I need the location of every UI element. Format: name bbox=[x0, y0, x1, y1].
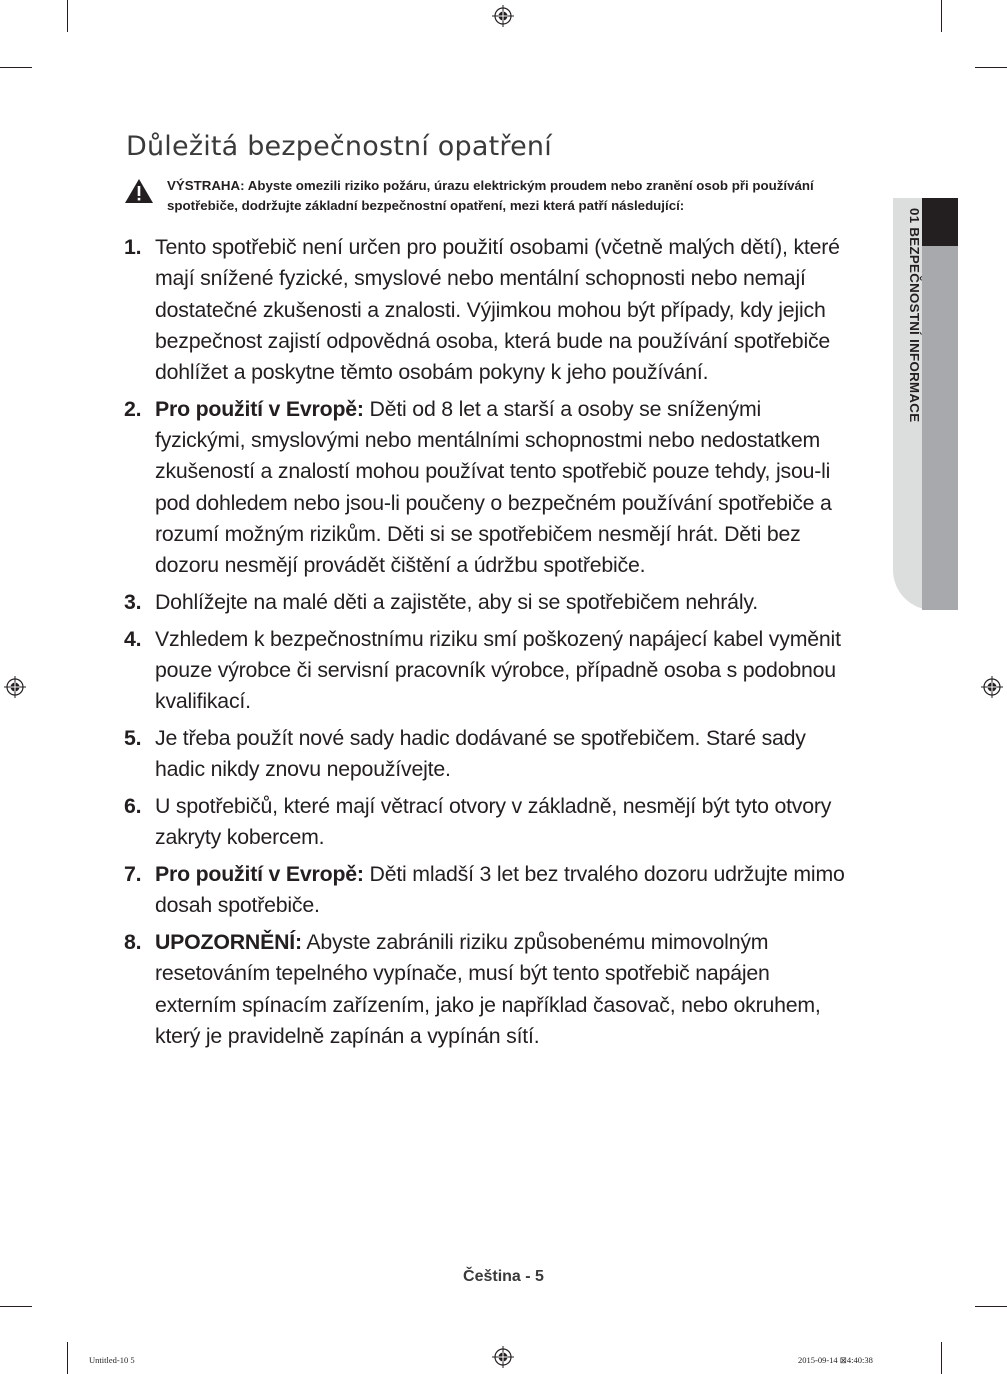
item-text: Vzhledem k bezpečnostnímu riziku smí poškozený napájecí kabel vyměnit pouze výrobce či servisní pracovník výrobce, případně osoba s podobnou kvalifikací. bbox=[155, 626, 841, 714]
item-number: 7. bbox=[124, 861, 142, 886]
safety-list bbox=[124, 232, 849, 1058]
print-file-label: Untitled-10 5 bbox=[89, 1355, 135, 1365]
list-item bbox=[124, 791, 849, 854]
item-number: 1. bbox=[124, 235, 142, 259]
side-tab-marker bbox=[922, 198, 958, 246]
crop-mark bbox=[0, 67, 32, 68]
warning-text: VÝSTRAHA: Abyste omezili riziko požáru, úrazu elektrickým proudem nebo zranění osob při používání spotřebiče, dodržujte základní bezpečnostní opatření, mezi která patří následující: bbox=[167, 178, 814, 213]
crop-mark bbox=[67, 1342, 68, 1374]
crop-mark bbox=[0, 1306, 32, 1307]
list-item bbox=[124, 394, 849, 582]
page-title: Důležitá bezpečnostní opatření bbox=[126, 131, 552, 162]
print-timestamp: 2015-09-14 ⊠4:40:38 bbox=[798, 1355, 873, 1365]
item-text: Děti mladší 3 let bez trvalého dozoru udržujte mimo dosah spotřebiče. bbox=[155, 861, 845, 918]
item-number: 2. bbox=[124, 396, 142, 421]
item-text: U spotřebičů, které mají větrací otvory v základně, nesmějí být tyto otvory zakryty kobercem. bbox=[155, 794, 832, 850]
item-text: Je třeba použít nové sady hadic dodávané se spotřebičem. Staré sady hadic nikdy znovu nepoužívejte. bbox=[155, 726, 806, 782]
item-lead: UPOZORNĚNÍ: bbox=[155, 929, 302, 954]
item-number: 6. bbox=[124, 794, 142, 818]
item-lead: Pro použití v Evropě: bbox=[155, 861, 364, 886]
list-item bbox=[124, 587, 849, 618]
crop-mark bbox=[941, 1342, 942, 1374]
item-number: 3. bbox=[124, 590, 142, 615]
item-text: Dohlížejte na malé děti a zajistěte, aby si se spotřebičem nehrály. bbox=[155, 590, 758, 615]
item-number: 4. bbox=[124, 626, 142, 651]
list-item bbox=[124, 232, 849, 388]
registration-mark-icon bbox=[981, 676, 1003, 698]
list-item bbox=[124, 723, 849, 786]
page-number: Čeština - 5 bbox=[463, 1268, 544, 1285]
crop-mark bbox=[941, 0, 942, 32]
warning-triangle-icon bbox=[124, 178, 154, 204]
registration-mark-icon bbox=[492, 5, 514, 27]
list-item bbox=[124, 859, 849, 922]
item-lead: Pro použití v Evropě: bbox=[155, 396, 364, 421]
registration-mark-icon bbox=[4, 676, 26, 698]
crop-mark bbox=[975, 1306, 1007, 1307]
crop-mark bbox=[67, 0, 68, 32]
item-text: Abyste zabránili riziku způsobenému mimovolným resetováním tepelného vypínače, musí být tento spotřebič napájen externím spínacím zařízením, jako je například časovač, nebo okruhem, který je pravidelně zapínán a vypínán sítí. bbox=[155, 929, 821, 1048]
crop-mark bbox=[975, 67, 1007, 68]
item-text: Tento spotřebič není určen pro použití osobami (včetně malých dětí), které mají snížené fyzické, smyslové nebo mentální schopnosti nebo nemají dostatečné zkušenosti a znalosti. Výjimkou mohou být případy, kdy jejich bezpečnost zajistí odpovědná osoba, která bude na používání spotřebiče dohlížet a poskytne těmto osobám pokyny k jeho používání. bbox=[155, 235, 840, 385]
registration-mark-icon bbox=[492, 1346, 514, 1368]
item-number: 5. bbox=[124, 726, 142, 751]
item-number: 8. bbox=[124, 929, 142, 954]
list-item bbox=[124, 927, 849, 1052]
item-text: Děti od 8 let a starší a osoby se sníženými fyzickými, smyslovými nebo mentálními schopnostmi nebo nedostatkem zkušeností a znalostí mohou používat tento spotřebič pouze tehdy, jsou-li pod dohledem nebo jsou-li poučeny o bezpečném používání spotřebiče a rozumí možným rizikům. Děti si se spotřebičem nesmějí hrát. Děti bez dozoru nesmějí provádět čištění a údržbu spotřebiče. bbox=[155, 396, 832, 578]
side-tab-bar bbox=[922, 246, 958, 610]
side-tab-label: 01 BEZPEČNOSTNÍ INFORMACE bbox=[907, 208, 922, 423]
list-item bbox=[124, 624, 849, 718]
